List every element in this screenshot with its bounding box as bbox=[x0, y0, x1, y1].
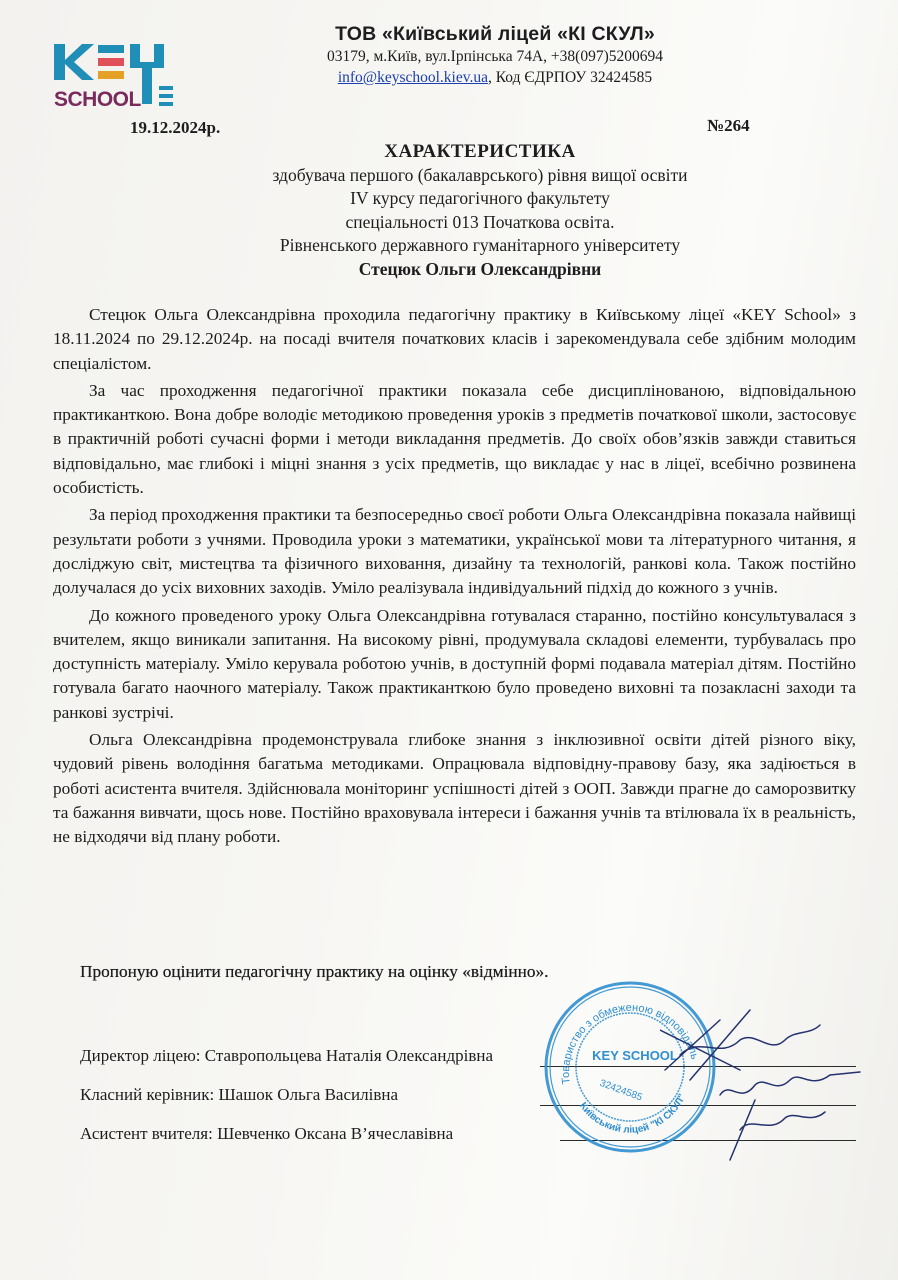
body-paragraph: До кожного проведеного уроку Ольга Олександрівна готувалася старанно, постійно консультувалася з вчителем, якщо виникали запитання. На високому рівні, продумувала складові елементи, турбувалась про доступність матеріалу. Уміло керувала роботою учнів, в доступній формі подавала матеріал дітям. Постійно готувала багато наочного матеріалу. Також практиканткою було проведено виховні та позакласні заходи та ранкові зустрічі. bbox=[53, 605, 856, 722]
handwritten-signatures bbox=[660, 1000, 870, 1170]
signature-class-teacher: Класний керівник: Шашок Ольга Василівна bbox=[80, 1085, 398, 1104]
document-title-block bbox=[180, 140, 780, 281]
signature-director: Директор ліцею: Ставропольцева Наталія Олександрівна bbox=[80, 1046, 493, 1065]
title-line-4: Рівненського державного гуманітарного університету bbox=[279, 235, 681, 255]
email-link[interactable]: info@keyschool.kiev.ua bbox=[337, 69, 488, 86]
stamp-outer-text: Товариство з обмеженою відповідальністю bbox=[559, 1001, 701, 1085]
document-number: №264 bbox=[707, 116, 750, 135]
body-paragraph: За час проходження педагогічної практики показала себе дисциплінованою, відповідальною практиканткою. Вона добре володіє методикою проведення уроків з предметів початкової школи, застосовує в практичній роботі сучасні форми і методи викладання предметів. До своїх обов’язків завжди ставиться відповідально, має глибокі і міцні знання з усіх предметів, що викладає у нас в ліцеї, всебічно розвинена особистість. bbox=[53, 380, 856, 498]
body-paragraph: За період проходження практики та безпосередньо своєї роботи Ольга Олександрівна показала найвищі результати роботи з учнями. Проводила уроки з математики, української мови та літературного читання, я досліджую світ, мистецтва та фізичного виховання, дизайну та технологій, ранкові кола. Також постійно долучалася до усіх виховних заходів. Уміло реалізувала індивідуальний підхід до кожного з учнів. bbox=[53, 505, 856, 598]
body-paragraph: Ольга Олександрівна продемонструвала глибоке знання з інклюзивної освіти дітей різного віку, чудовий рівень володіння багатьма методиками. Опрацювала відповідну-правову базу, яка задіюється в роботі асистента вчителя. Здійснювала моніторинг успішності дітей з ООП. Завжди прагне до саморозвитку та бажання вивчати, щось нове. Постійно враховувала інтереси і бажання учнів та втілювала їх в реальність, не відходячи від плану роботи. bbox=[53, 730, 856, 847]
signature-assistant: Асистент вчителя: Шевченко Оксана В’ячеславівна bbox=[80, 1124, 454, 1143]
organization-name: ТОВ «Київський ліцей «КІ СКУЛ» bbox=[335, 23, 655, 45]
title-line-2: IV курсу педагогічного факультету bbox=[350, 188, 610, 208]
document-title: ХАРАКТЕРИСТИКА bbox=[384, 141, 576, 162]
document-body bbox=[53, 303, 856, 850]
letterhead bbox=[250, 22, 740, 88]
stamp-code: 32424585 bbox=[598, 1077, 644, 1104]
key-school-logo bbox=[52, 42, 187, 110]
student-name: Стецюк Ольги Олександрівни bbox=[358, 258, 602, 279]
edrpou-code: , Код ЄДРПОУ 32424585 bbox=[487, 69, 653, 86]
title-line-1: здобувача першого (бакалаврського) рівня вищої освіти bbox=[272, 164, 688, 185]
organization-address: 03179, м.Київ, вул.Ірпінська 74А, +38(097)5200694 bbox=[327, 48, 663, 65]
title-line-3: спеціальності 013 Початкова освіта. bbox=[345, 211, 615, 232]
logo-school-text: SCHOOL bbox=[54, 88, 141, 110]
stamp-bottom-text: Київський ліцей "КІ СКУЛ" bbox=[577, 1092, 689, 1136]
body-paragraph: Стецюк Ольга Олександрівна проходила педагогічну практику в Київському ліцеї «KEY School» з 18.11.2024 по 29.12.2024р. на посаді вчителя початкових класів і зарекомендувала себе здібним молодим спеціалістом. bbox=[53, 305, 856, 373]
document-date: 19.12.2024р. bbox=[130, 118, 221, 137]
organization-contacts bbox=[250, 67, 740, 88]
stamp-logo-text: KEY SCHOOL bbox=[592, 1048, 678, 1063]
grade-proposal: Пропоную оцінити педагогічну практику на оцінку «відмінно». bbox=[80, 962, 549, 981]
